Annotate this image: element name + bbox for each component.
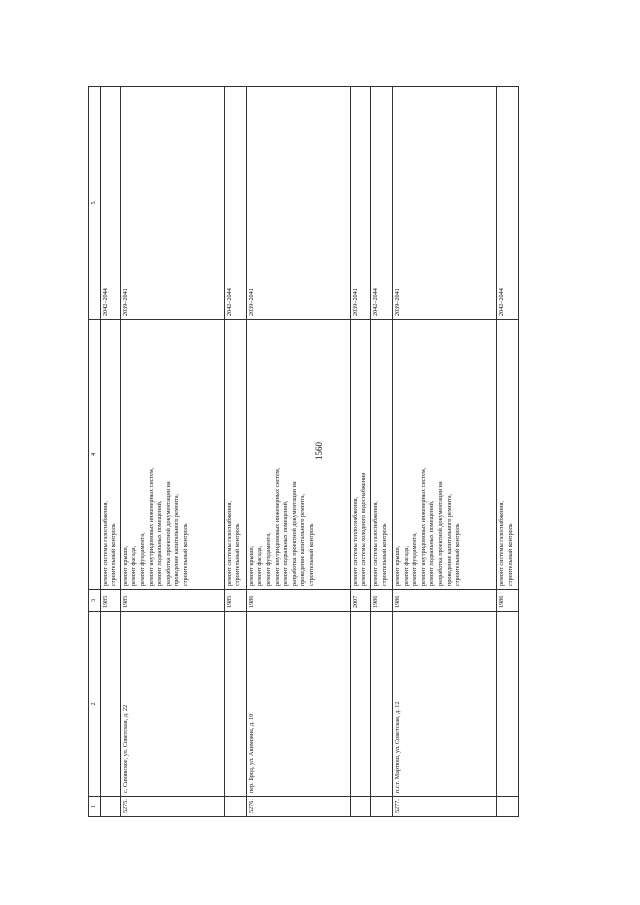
row-number: 5276. [246,797,350,817]
row-address [350,612,370,797]
row-number [496,797,518,817]
row-year: 1985 [224,590,246,612]
work-item: ремонт подвальных помещений, [282,500,290,586]
work-item: разработка проектной документации на [436,481,444,586]
work-item: ремонт системы газоснабжения, [371,501,379,586]
row-period: 2039–2041 [120,87,224,320]
table-row [350,87,370,817]
table-row [496,87,518,817]
work-item: ремонт подвальных помещений, [156,500,164,586]
row-address [100,612,120,797]
work-item: ремонт фундамента, [138,532,146,586]
work-item: ремонт фасада, [130,545,138,586]
row-period: 2039–2041 [246,87,350,320]
row-works [120,320,224,590]
row-period: 2039–2041 [350,87,370,320]
work-item: ремонт системы газоснабжения, [101,501,109,586]
work-item: ремонт внутридомовых инженерных систем, [273,467,281,586]
work-item: строительный контроль [506,523,514,586]
work-item: ремонт фундамента, [264,532,272,586]
work-item: ремонт внутридомовых инженерных систем, [419,467,427,586]
row-period: 2042–2044 [224,87,246,320]
row-works [392,320,496,590]
work-item: ремонт системы теплоснабжения, [351,496,359,586]
work-item: строительный контроль [380,523,388,586]
work-item: проведение капитального ремонта, [173,493,181,586]
table-row [224,87,246,817]
row-works [350,320,370,590]
work-item: ремонт фундамента, [411,532,419,586]
row-year: 2007 [350,590,370,612]
row-number: 5275. [120,797,224,817]
table-row [392,87,496,817]
row-number [370,797,392,817]
work-item: ремонт крыши, [121,545,129,586]
work-item: ремонт крыши, [247,545,255,586]
work-item: ремонт системы газоснабжения, [497,501,505,586]
work-item: разработка проектной документации на [164,481,172,586]
header-col-1: 1 [89,797,101,817]
work-item: строительный контроль [307,523,315,586]
table-row [120,87,224,817]
row-year: 1986 [496,590,518,612]
row-address: пер. Брод, ул. Акимовна, д. 10 [246,612,350,797]
row-number [224,797,246,817]
row-period: 2042–2044 [100,87,120,320]
row-address [224,612,246,797]
work-item: ремонт фасада, [256,545,264,586]
header-col-2: 2 [89,612,101,797]
row-address: с. Синявское, ул. Советская, д. 22 [120,612,224,797]
row-number [350,797,370,817]
row-works [224,320,246,590]
row-address [370,612,392,797]
row-year: 1986 [370,590,392,612]
work-item: ремонт подвальных помещений, [428,500,436,586]
row-works [246,320,350,590]
table-header-row [89,87,101,817]
work-item: проведение капитального ремонта, [445,493,453,586]
work-item: ремонт фасада, [402,545,410,586]
work-item: ремонт системы холодного водоснабжения [360,472,368,586]
work-item: строительный контроль [110,523,118,586]
row-year: 1985 [120,590,224,612]
work-item: ремонт системы газоснабжения, [225,501,233,586]
table-row [246,87,350,817]
header-col-5: 5 [89,87,101,320]
rotated-table-container [88,87,520,817]
row-address: п.г.т. Мартюш, ул. Советская, д. 12 [392,612,496,797]
work-item: ремонт внутридомовых инженерных систем, [147,467,155,586]
row-period: 2042–2044 [370,87,392,320]
work-item: строительный контроль [454,523,462,586]
row-works [496,320,518,590]
work-item: строительный контроль [181,523,189,586]
work-item: разработка проектной документации на [290,481,298,586]
work-item: строительный контроль [234,523,242,586]
header-col-3: 3 [89,590,101,612]
row-works [370,320,392,590]
row-year: 1986 [392,590,496,612]
work-item: ремонт крыши, [393,545,401,586]
row-number [100,797,120,817]
row-year: 1985 [100,590,120,612]
table-row [370,87,392,817]
row-address [496,612,518,797]
row-year: 1986 [246,590,350,612]
row-period: 2042–2044 [496,87,518,320]
table-row [100,87,120,817]
work-item: проведение капитального ремонта, [299,493,307,586]
row-period: 2039–2041 [392,87,496,320]
row-number: 5277. [392,797,496,817]
repair-schedule-table [88,86,519,817]
header-col-4: 4 [89,320,101,590]
page-number-text: 1560 [314,442,324,460]
row-works [100,320,120,590]
